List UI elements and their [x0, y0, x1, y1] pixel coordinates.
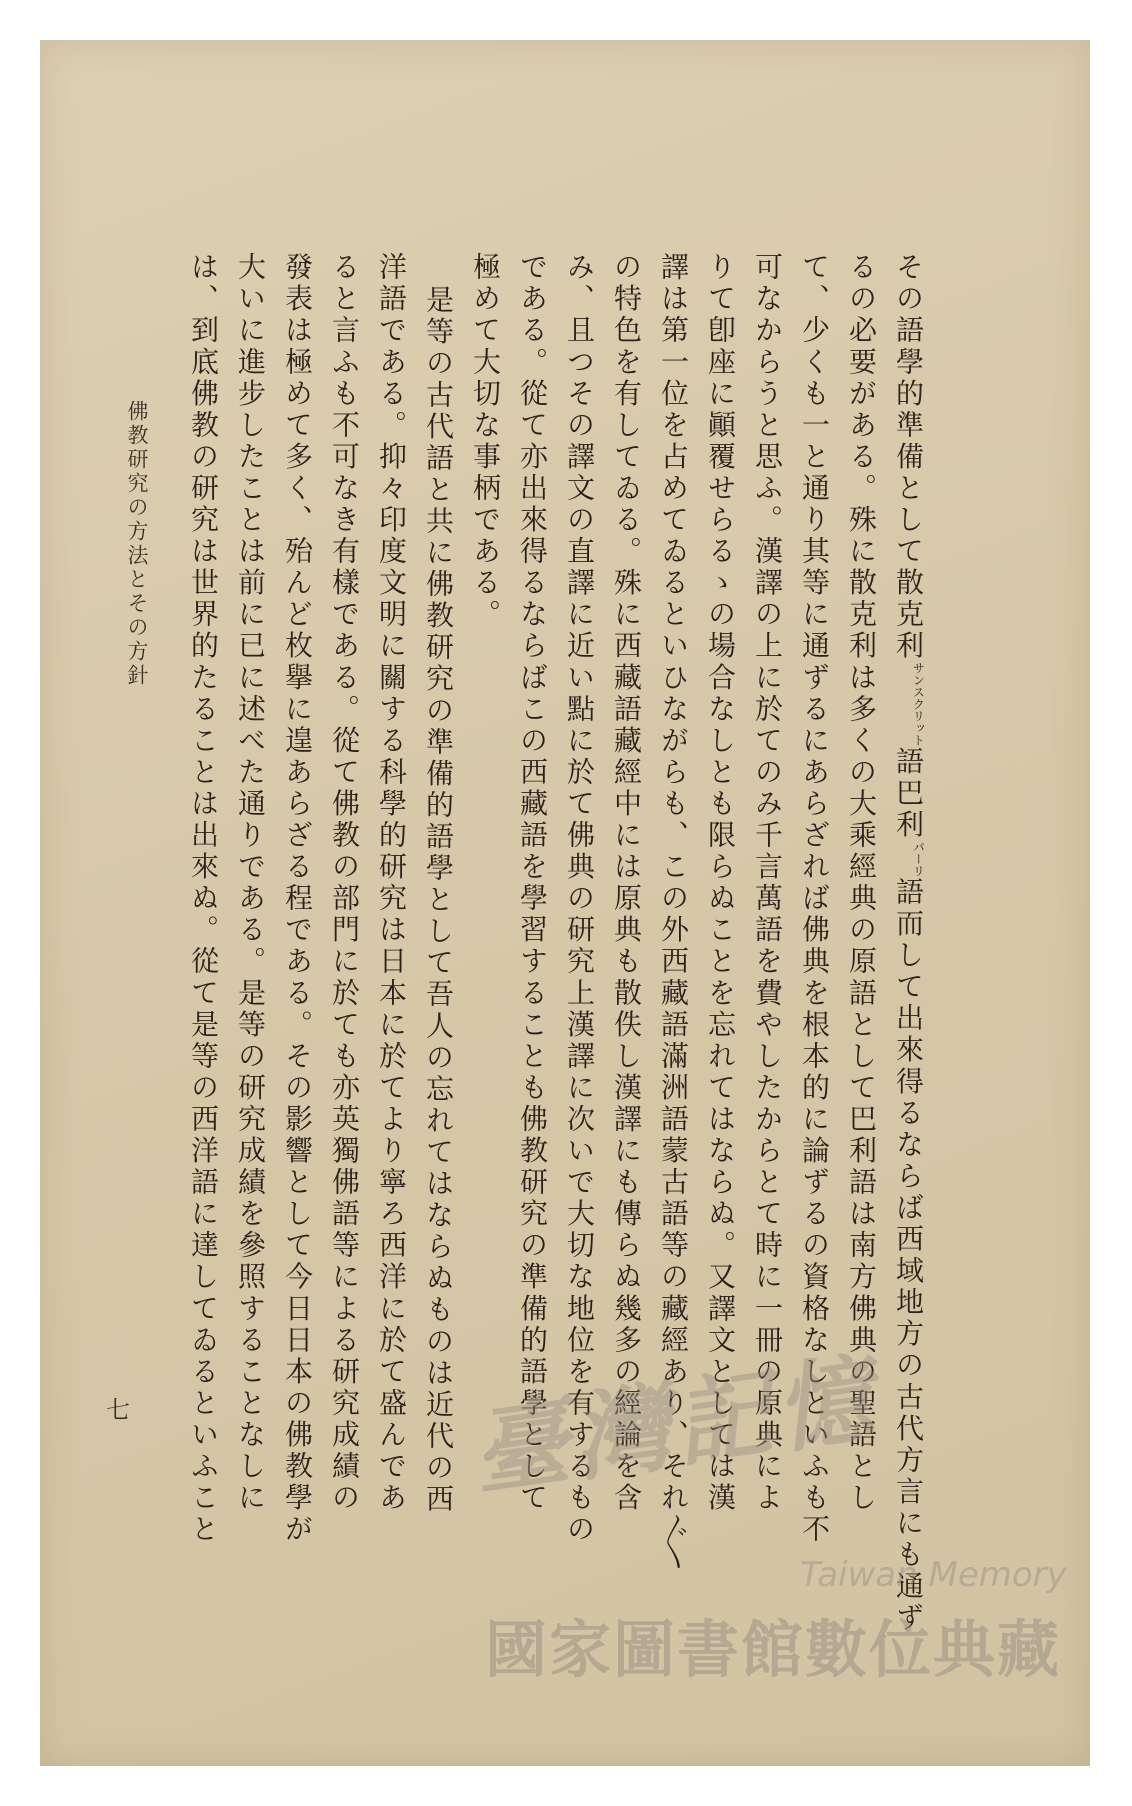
text-column-10: 極めて大切な事柄である。: [469, 252, 502, 631]
text-column-3: て、少くも一と通り其等に通ずるにあらざれば佛典を根本的に論ずるの資格なしといふも不: [798, 252, 831, 1546]
page-number: 七: [106, 1396, 130, 1424]
watermark-script: 臺灣記憶: [465, 1341, 885, 1510]
text-column-14: 發表は極めて多く、殆んど枚擧に遑あらざる程である。その影響として今日日本の佛教學が: [281, 252, 314, 1546]
ruby-sanskrit: サンスクリット: [911, 662, 926, 747]
book-page: [40, 40, 1090, 1766]
text-column-4: 可なからうと思ふ。漢譯の上に於てのみ千言萬語を費やしたからとて時に一冊の原典によ: [751, 252, 784, 1514]
text-column-13: ると言ふも不可なき有樣である。從て佛教の部門に於ても亦英獨佛語等による研究成績の: [328, 252, 361, 1514]
text-column-5: りて卽座に顚覆せらるゝの場合なしとも限らぬことを忘れてはならぬ。又譯文としては漢: [704, 252, 737, 1514]
text-column-16: は、到底佛教の研究は世界的たることは出來ぬ。從て是等の西洋語に達してゐるといふこと: [187, 252, 220, 1546]
running-head: 佛教研究の方法とその方針: [125, 400, 149, 688]
text-column-9: である。從て亦出來得るならばこの西藏語を學習することも佛教研究の準備的語學として: [516, 252, 549, 1514]
text-column-11: 是等の古代語と共に佛教研究の準備的語學として吾人の忘れてはならぬものは近代の西: [422, 285, 455, 1516]
text-column-2: るの必要がある。殊に散克利は多くの大乘經典の原語として巴利語は南方佛典の聖語とし: [845, 252, 878, 1514]
ruby-pali: パーリ: [911, 840, 926, 877]
watermark-latin: Taiwan Memory: [800, 1555, 1067, 1595]
watermark-caption: 國家圖書館數位典藏: [485, 1613, 1062, 1686]
text-column-7: の特色を有してゐる。殊に西藏語藏經中には原典も散佚し漢譯にも傳らぬ幾多の經論を含: [610, 252, 643, 1514]
text-column-15: 大いに進步したことは前に已に述べた通りである。是等の研究成績を參照することなしに: [234, 252, 267, 1514]
text-column-6: 譯は第一位を占めてゐるといひながらも、この外西藏語滿洲語蒙古語等の藏經あり、それ〴〵: [657, 252, 690, 1574]
text-column-1: その語學的準備として散克利$^{サンスクリット}$語巴利$^{パーリ}$語而して出來得るならば西域地方の古代方言にも通ず: [892, 252, 926, 1635]
text-column-12: 洋語である。抑々印度文明に關する科學的研究は日本に於てより寧ろ西洋に於て盛んであ: [375, 252, 408, 1514]
text-column-8: み、且つその譯文の直譯に近い點に於て佛典の研究上漢譯に次いで大切な地位を有するもの: [563, 252, 596, 1546]
